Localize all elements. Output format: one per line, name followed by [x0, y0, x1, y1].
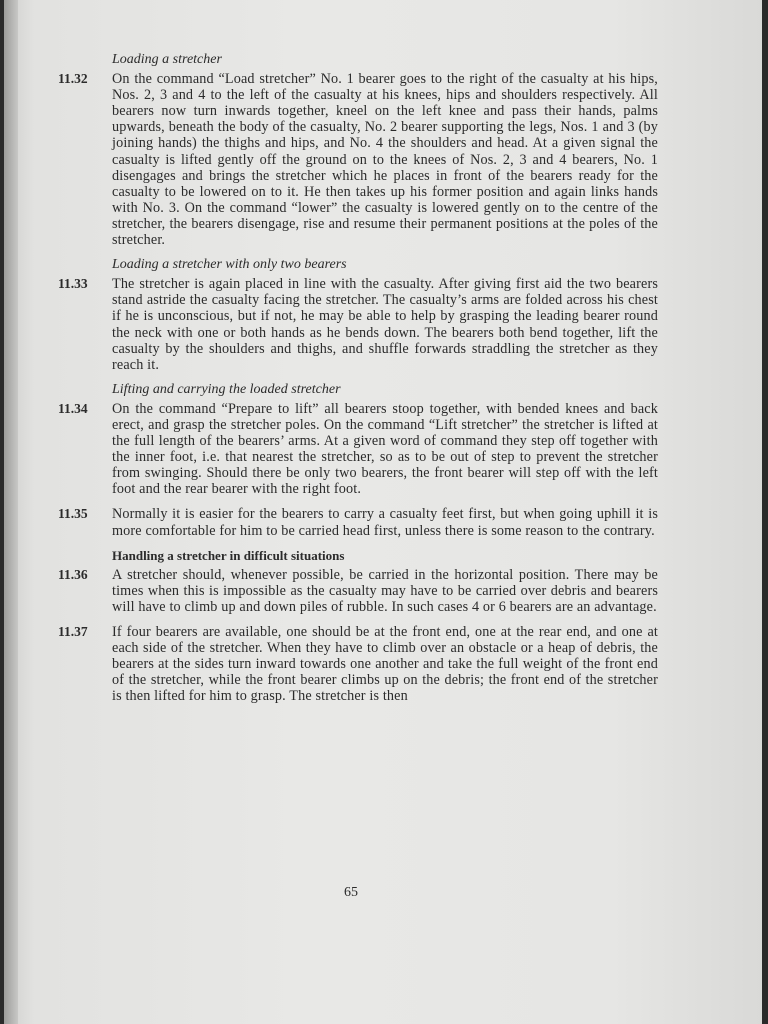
- paragraph-number: 11.36: [58, 566, 88, 582]
- paragraph-number: 11.35: [58, 506, 88, 522]
- paragraph-text: If four bearers are available, one should be at the front end, one at the rear end, and one at each side of the stretcher. When they have to climb over an obstacle or a heap of debris, the bearers at the sides turn inward towards one another and take the full weight of the front end of the stretcher, while the front bearer climbs up on the debris; the front end of the stretcher is then lifted for him to grasp. The stretcher is then: [112, 624, 658, 705]
- paragraph-number: 11.37: [58, 624, 88, 639]
- section-heading: Lifting and carrying the loaded stretcher: [112, 381, 341, 397]
- page-content: [58, 52, 658, 713]
- paragraph-number: 11.32: [58, 71, 88, 87]
- paragraph-text: Normally it is easier for the bearers to carry a casualty feet first, but when going uphill it is more comfortable for him to be carried head first, unless there is some reason to the contrary.: [112, 506, 658, 539]
- paragraph-11-36: [58, 567, 658, 615]
- section-heading: Loading a stretcher with only two bearers: [112, 257, 347, 273]
- paragraph-text: On the command “Load stretcher” No. 1 bearer goes to the right of the casualty at his hips, Nos. 2, 3 and 4 to the left of the casualty at his knees, hips and shoulders respectively. All bearers now turn inwards together, kneel on the left knee and pass their hands, palms upwards, beneath the body of the casualty, No. 2 bearer supporting the legs, Nos. 1 and 3 (by joining hands) the thighs and hips, and No. 4 the shoulders and head. At a given signal the casualty is lifted gently off the ground on to the knees of Nos. 2, 3 and 4 bearers, No. 1 disengages and brings the stretcher which he places in front of the bearers ready for the casualty to be lowered on to it. He then takes up his former position and again links hands with No. 3. On the command “lower” the casualty is lowered gently on to the centre of the stretcher, the bearers disengage, rise and resume their permanent positions at the poles of the stretcher.: [112, 71, 658, 249]
- paragraph-11-35: [58, 506, 658, 538]
- paragraph-text: The stretcher is again placed in line with the casualty. After giving first aid the two bearers stand astride the casualty facing the stretcher. The casualty’s arms are folded across his chest if he is unconscious, but if not, he may be able to help by grasping the leading bearer round the neck with one or both hands as he bends down. The bearers both bend together, lift the casualty by the shoulders and thighs, and shuffle forwards straddling the stretcher as they reach it.: [112, 276, 658, 373]
- section-heading: Loading a stretcher: [112, 52, 222, 67]
- paragraph-11-37: [58, 624, 658, 704]
- section-heading: Handling a stretcher in difficult situations: [112, 547, 345, 563]
- page-number: 65: [344, 885, 358, 900]
- paragraph-11-33: [58, 276, 658, 373]
- paragraph-number: 11.33: [58, 276, 88, 292]
- paragraph-11-32: [58, 71, 658, 248]
- book-page: [4, 0, 762, 1024]
- paragraph-text: On the command “Prepare to lift” all bearers stoop together, with bended knees and back erect, and grasp the stretcher poles. On the command “Lift stretcher” the stretcher is lifted at the full length of the bearers’ arms. At a given word of command they step off together with the inner foot, i.e. that nearest the stretcher, so as to be out of step to prevent the stretcher from swinging. Should there be only two bearers, the front bearer will step off with the left foot and the rear bearer with the right foot.: [112, 400, 658, 498]
- paragraph-text: A stretcher should, whenever possible, be carried in the horizontal position. There may be times when this is impossible as the casualty may have to be carried over debris and bearers will have to climb up and down piles of rubble. In such cases 4 or 6 bearers are an advantage.: [112, 566, 658, 615]
- page-spine-shadow: [4, 0, 18, 1024]
- paragraph-number: 11.34: [58, 400, 88, 416]
- paragraph-11-34: [58, 401, 658, 498]
